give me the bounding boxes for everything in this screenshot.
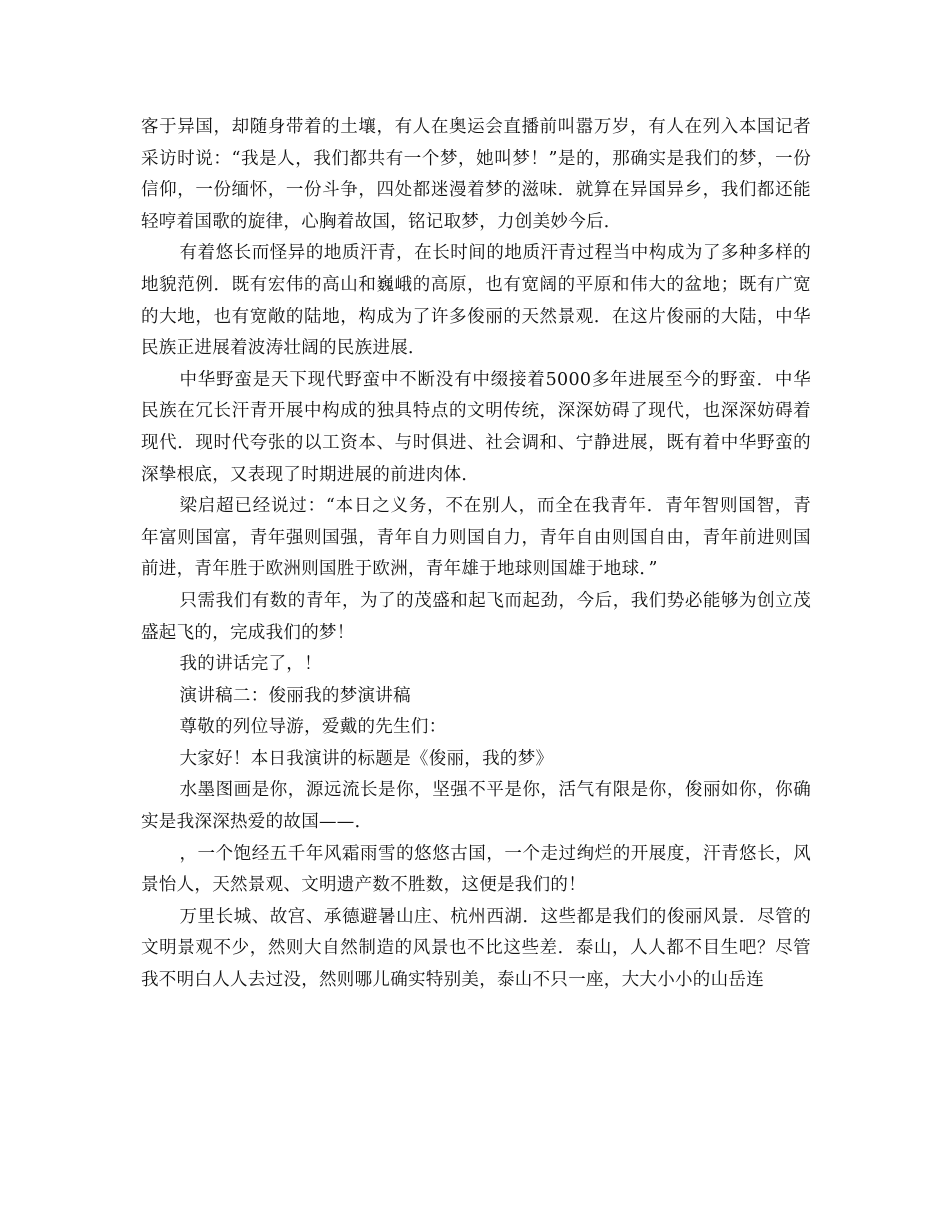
document-page [141,112,811,997]
paragraph-5: 只需我们有数的青年，为了的茂盛和起飞而起劲，今后，我们势必能够为创立茂盛起飞的，完成我们的梦！ [141,590,811,643]
paragraph-1: 客于异国，却随身带着的土壤，有人在奥运会直播前叫嚣万岁，有人在列入本国记者采访时说：“我是人，我们都共有一个梦，她叫梦！”是的，那确实是我们的梦，一份信仰，一份缅怀，一份斗争，四处都迷漫着梦的滋味．就算在异国异乡，我们都还能轻哼着国歌的旋律，心胸着故国，铭记取梦，力创美妙今后． [141,117,811,232]
paragraph-11: ，一个饱经五千年风霜雨雪的悠悠古国，一个走过绚烂的开展度，汗青悠长，风景怡人，天然景观、文明遗产数不胜数，这便是我们的！ [141,843,811,896]
paragraph-3: 中华野蛮是天下现代野蛮中不断没有中缀接着5000多年进展至今的野蛮．中华民族在冗长汗青开展中构成的独具特点的文明传统，深深妨碍了现代，也深深妨碍着现代．现时代夸张的以工资本、与时俱进、社会调和、宁静进展，既有着中华野蛮的深挚根底，又表现了时期进展的前进肉体． [141,369,811,485]
paragraph-2: 有着悠长而怪异的地质汗青，在长时间的地质汗青过程当中构成为了多种多样的地貌范例．既有宏伟的高山和巍峨的高原，也有宽阔的平原和伟大的盆地；既有广宽的大地，也有宽敞的陆地，构成为了许多俊丽的天然景观．在这片俊丽的大陆，中华民族正进展着波涛壮阔的民族进展． [141,243,811,359]
paragraph-12: 万里长城、故宫、承德避暑山庄、杭州西湖．这些都是我们的俊丽风景．尽管的文明景观不少，然则大自然制造的风景也不比这些差．泰山，人人都不目生吧？尽管我不明白人人去过没，然则哪儿确实特别美，泰山不只一座，大大小小的山岳连 [141,906,811,991]
paragraph-6: 我的讲话完了，！ [179,654,322,675]
section-heading: 演讲稿二：俊丽我的梦演讲稿 [179,685,411,706]
paragraph-10: 水墨图画是你，源远流长是你，坚强不平是你，活气有限是你，俊丽如你，你确实是我深深热爱的故国——． [141,780,811,833]
salutation: 尊敬的列位导游，爱戴的先生们： [179,717,447,738]
paragraph-4: 梁启超已经说过：“本日之义务，不在别人，而全在我青年．青年智则国智，青年富则国富，青年强则国强，青年自力则国自力，青年自由则国自由，青年前进则国前进，青年胜于欧洲则国胜于欧洲，青年雄于地球则国雄于地球．” [141,496,811,580]
greeting: 大家好！本日我演讲的标题是《俊丽，我的梦》 [179,748,554,769]
